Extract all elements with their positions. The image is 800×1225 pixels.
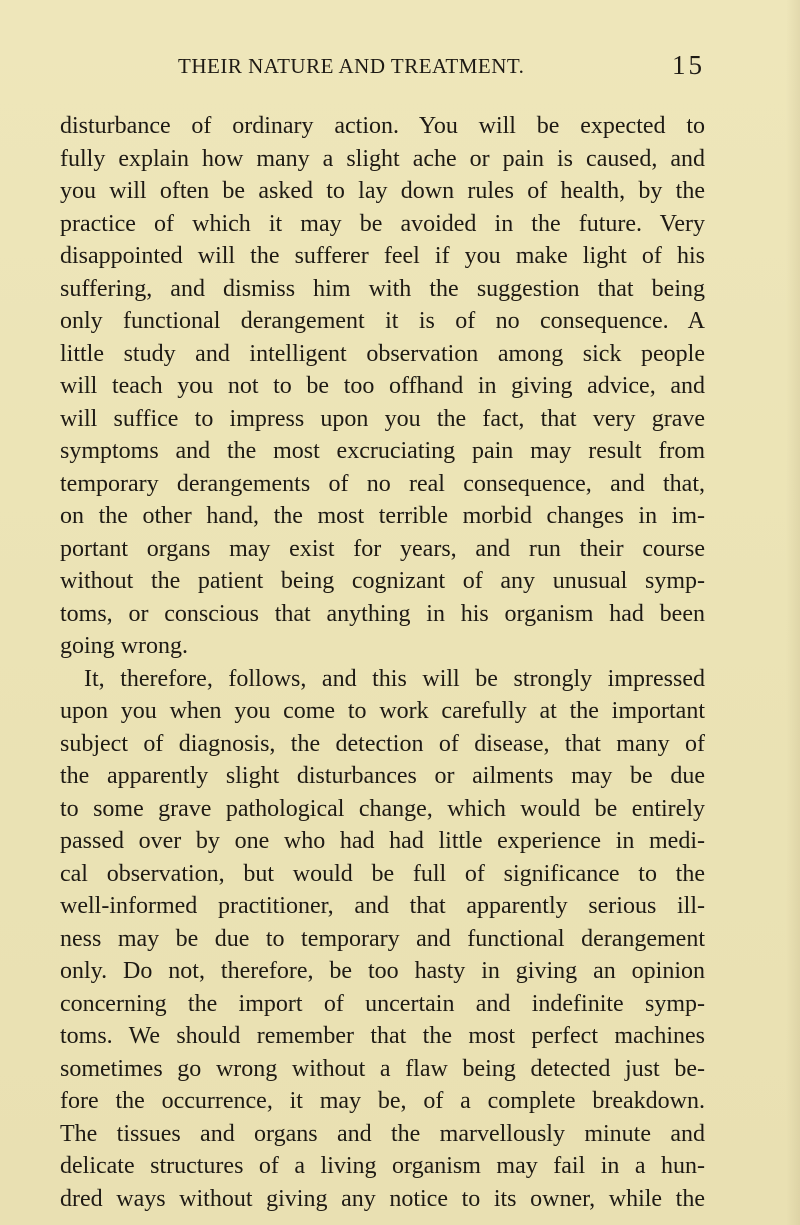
page-number: 15 (672, 50, 705, 80)
text-line: portant organs may exist for years, and run their course (60, 535, 705, 562)
text-line: you will often be asked to lay down rules of health, by the (60, 178, 705, 204)
text-line: to some grave pathological change, which would be entirely (60, 795, 705, 822)
text-line: only. Do not, therefore, be too hasty in giving an opinion (60, 958, 705, 984)
text-line: concerning the import of uncertain and indefinite symp- (60, 990, 705, 1017)
text-line: toms. We should remember that the most perfect machines (60, 1023, 705, 1049)
text-line: symptoms and the most excruciating pain may result from (60, 438, 705, 464)
text-line: the apparently slight disturbances or ailments may be due (60, 763, 705, 789)
text-line: disappointed will the sufferer feel if you make light of his (60, 243, 705, 269)
text-line: only functional derangement it is of no consequence. A (60, 308, 705, 334)
text-line: ness may be due to temporary and functional derangement (60, 925, 705, 952)
text-line: fully explain how many a slight ache or pain is caused, and (60, 145, 705, 172)
text-line: sometimes go wrong without a flaw being detected just be- (60, 1055, 705, 1082)
text-line: upon you when you come to work carefully at the important (60, 698, 705, 724)
text-line: on the other hand, the most terrible morbid changes in im- (60, 503, 705, 529)
text-line: practice of which it may be avoided in the future. Very (60, 210, 705, 237)
body-text (60, 110, 705, 1215)
text-line: toms, or conscious that anything in his organism had been (60, 600, 705, 627)
text-line: little study and intelligent observation among sick people (60, 340, 705, 367)
text-line: will suffice to impress upon you the fact, that very grave (60, 405, 705, 432)
text-line: The tissues and organs and the marvellously minute and (60, 1120, 705, 1147)
text-line: delicate structures of a living organism may fail in a hun- (60, 1153, 705, 1179)
running-title: THEIR NATURE AND TREATMENT. (178, 54, 525, 78)
text-line: cal observation, but would be full of significance to the (60, 860, 705, 887)
page-edge-shadow (786, 0, 800, 1225)
text-line: subject of diagnosis, the detection of disease, that many of (60, 730, 705, 757)
text-line: will teach you not to be too offhand in giving advice, and (60, 373, 705, 399)
text-line: temporary derangements of no real consequence, and that, (60, 470, 705, 497)
text-line: well-informed practitioner, and that apparently serious ill- (60, 893, 705, 919)
text-line: disturbance of ordinary action. You will be expected to (60, 113, 705, 139)
paragraph-start-line: It, therefore, follows, and this will be strongly impressed (84, 665, 705, 692)
text-line: passed over by one who had had little experience in medi- (60, 828, 705, 854)
text-line: without the patient being cognizant of any unusual symp- (60, 568, 705, 594)
text-line: dred ways without giving any notice to its owner, while the (60, 1185, 705, 1212)
paragraph-end-line: going wrong. (60, 633, 188, 659)
text-line: fore the occurrence, it may be, of a complete breakdown. (60, 1088, 705, 1114)
text-line: suffering, and dismiss him with the suggestion that being (60, 275, 705, 302)
running-head (60, 50, 705, 84)
